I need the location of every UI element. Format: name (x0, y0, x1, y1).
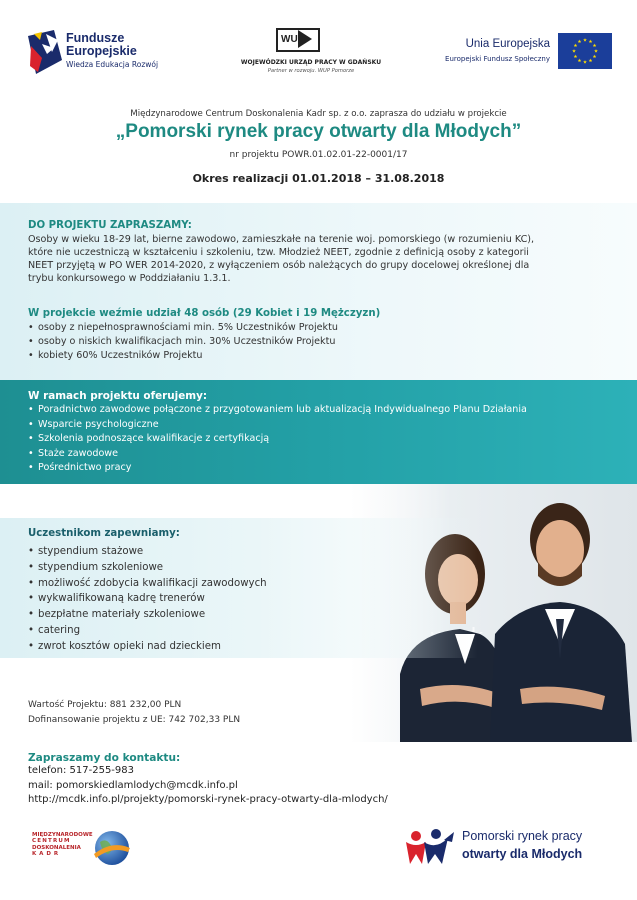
wup-tagline: Partner w rozwoju. WUP Pomorze (267, 68, 355, 74)
unia-europejska-logo (440, 33, 612, 73)
fe-title: Fundusze Europejskie (66, 31, 137, 58)
invite-line: trybu konkursowego w Poddziałaniu 1.3.1. (28, 273, 231, 284)
mcdk-text: MIĘDZYNARODOWE CENTRUM DOSKONALENIA K A D R (32, 832, 93, 858)
list-item: • catering (28, 623, 348, 639)
project-title: „Pomorski rynek pracy otwarty dla Młodych” (115, 121, 522, 142)
fe-subtitle: Wiedza Edukacja Rozwój (66, 60, 159, 69)
globe-icon (92, 828, 132, 868)
list-item: • kobiety 60% Uczestników Projektu (28, 349, 588, 363)
funding-info (28, 698, 240, 728)
provide-section (0, 518, 637, 658)
fundusze-europejskie-star-icon (28, 30, 62, 74)
brand-line-1: Pomorski rynek pracy (462, 829, 583, 843)
eu-flag-icon (558, 33, 612, 69)
list-item: • Staże zawodowe (28, 447, 628, 462)
invite-line: które nie uczestniczą w kształceniu i szkoleniu, tzw. Młodzież NEET, zgodnie z definicją osoby z kategorii (28, 247, 529, 258)
project-cofinancing: Dofinansowanie projektu z UE: 742 702,33 PLN (28, 715, 241, 725)
contact-phone: telefon: 517-255-983 (28, 765, 135, 776)
provide-list (28, 544, 348, 655)
invite-description (28, 233, 628, 285)
wup-name: WOJEWÓDZKI URZĄD PRACY W GDAŃSKU (240, 59, 382, 66)
list-item: • osoby z niepełnosprawnościami min. 5% Uczestników Projektu (28, 321, 588, 335)
wup-arrow-icon (298, 30, 312, 48)
ue-title: Unia Europejska (465, 38, 550, 50)
offer-section (0, 380, 637, 484)
wup-logo (226, 26, 396, 81)
list-item: • Poradnictwo zawodowe połączone z przygotowaniem lub aktualizacją Indywidualnego Planu Działania (28, 403, 628, 418)
list-item: • osoby o niskich kwalifikacjach min. 30% Uczestników Projektu (28, 335, 588, 349)
participants-list (28, 321, 588, 363)
brand-logo (404, 826, 614, 870)
invite-heading: DO PROJEKTU ZAPRASZAMY: (28, 220, 192, 231)
participants-heading: W projekcie weźmie udział 48 osób (29 Kobiet i 19 Mężczyzn) (28, 308, 381, 319)
fundusze-europejskie-logo (28, 30, 178, 80)
wup-mark: WUP (276, 28, 320, 52)
brand-line-2: otwarty dla Młodych (462, 847, 583, 861)
list-item: • możliwość zdobycia kwalifikacji zawodowych (28, 576, 348, 592)
list-item: • zwrot kosztów opieki nad dzieckiem (28, 639, 348, 655)
ue-subtitle: Europejski Fundusz Społeczny (445, 55, 550, 63)
invite-line: Osoby w wieku 18-29 lat, bierne zawodowo, zamieszkałe na terenie woj. pomorskiego (w rozumieniu KC), (28, 234, 535, 245)
project-value: Wartość Projektu: 881 232,00 PLN (28, 700, 182, 710)
mcdk-logo (22, 826, 142, 874)
contact-heading: Zapraszamy do kontaktu: (28, 752, 181, 764)
project-number: nr projektu POWR.01.02.01-22-0001/17 (229, 150, 408, 160)
list-item: • Szkolenia podnoszące kwalifikacje z certyfikacją (28, 432, 628, 447)
list-item: • wykwalifikowaną kadrę trenerów (28, 591, 348, 607)
list-item: • bezpłatne materiały szkoleniowe (28, 607, 348, 623)
list-item: • Pośrednictwo pracy (28, 461, 628, 476)
list-item: • Wsparcie psychologiczne (28, 418, 628, 433)
contact-email[interactable]: mail: pomorskiedlamlodych@mcdk.info.pl (28, 779, 238, 791)
invite-section (0, 203, 637, 380)
contact-section (28, 752, 388, 808)
people-figures-icon (404, 828, 456, 866)
project-period: Okres realizacji 01.01.2018 – 31.08.2018 (192, 172, 445, 185)
provide-heading: Uczestnikom zapewniamy: (28, 528, 180, 539)
offer-list (28, 403, 628, 476)
list-item: • stypendium szkoleniowe (28, 560, 348, 576)
invite-text: Międzynarodowe Centrum Doskonalenia Kadr sp. z o.o. zaprasza do udziału w projekcie (130, 109, 507, 119)
invite-line: NEET przyjętą w PO WER 2014-2020, z wyłączeniem osób należących do grupy docelowej określonej dla (28, 260, 530, 271)
offer-heading: W ramach projektu oferujemy: (28, 390, 208, 402)
contact-url[interactable]: http://mcdk.info.pl/projekty/pomorski-rynek-pracy-otwarty-dla-mlodych/ (28, 794, 388, 805)
list-item: • stypendium stażowe (28, 544, 348, 560)
